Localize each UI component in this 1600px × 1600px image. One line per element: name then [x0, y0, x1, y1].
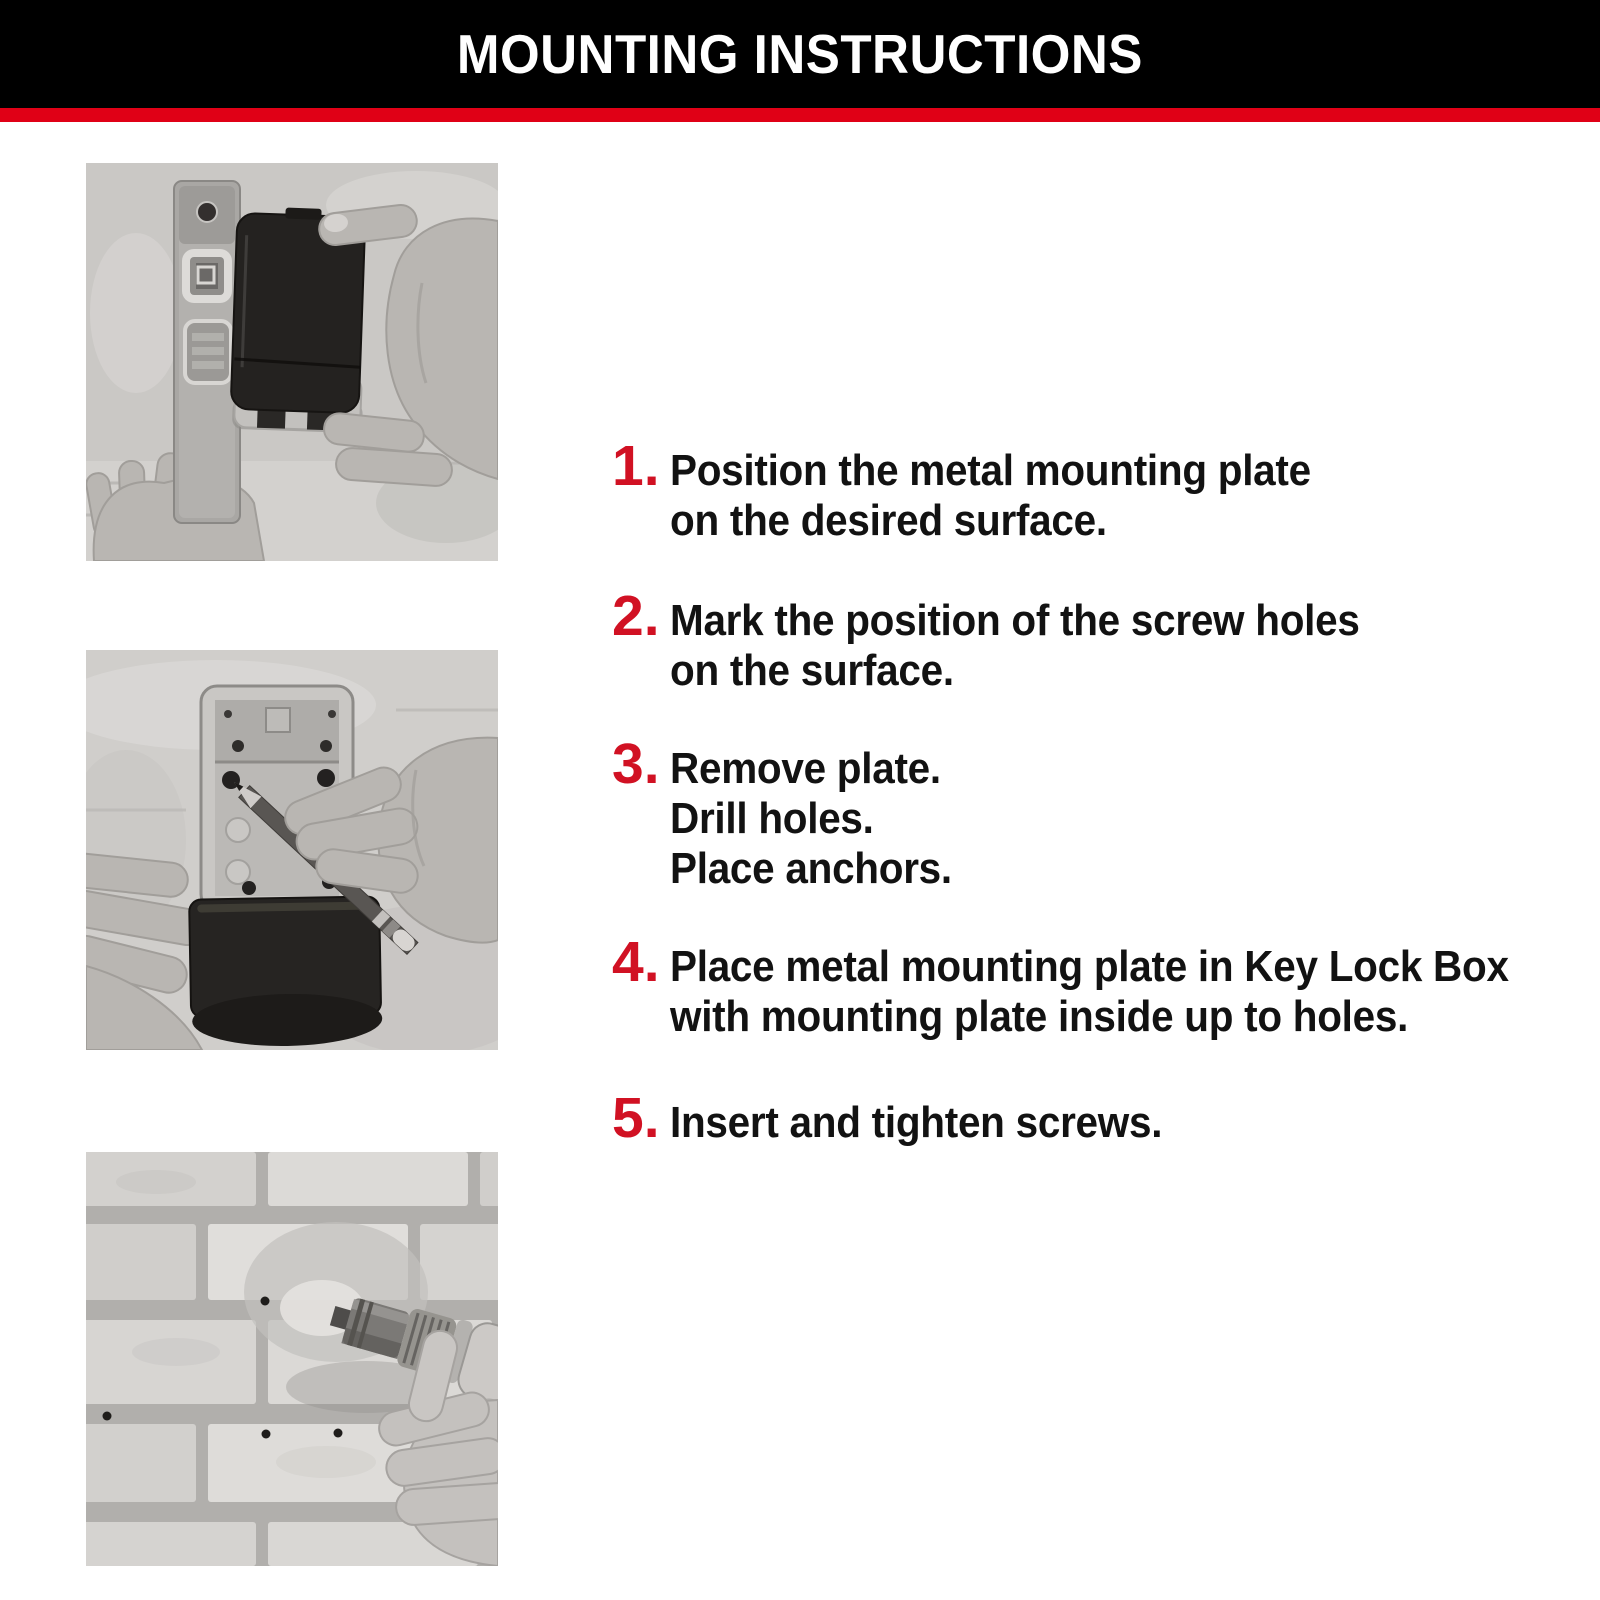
- step-line: Drill holes.: [670, 794, 874, 843]
- step-5-number: 5.: [612, 1086, 660, 1150]
- step-4: [612, 930, 1582, 1042]
- step-line: Position the metal mounting plate: [670, 446, 1311, 495]
- step-2: [612, 584, 1420, 696]
- step-line: with mounting plate inside up to holes.: [670, 992, 1409, 1041]
- photo-step-1: [86, 163, 498, 561]
- step-1-number: 1.: [612, 434, 660, 498]
- step-5-text: [670, 1098, 1162, 1148]
- step-line: Insert and tighten screws.: [670, 1098, 1163, 1147]
- step-line: Place metal mounting plate in Key Lock Box: [670, 942, 1509, 991]
- plate-top-hole: [197, 202, 217, 222]
- step-line: Mark the position of the screw holes: [670, 596, 1360, 645]
- photo-step-1-illustration: [86, 163, 498, 561]
- step-3-text: [670, 744, 952, 894]
- photo-step-2: [86, 650, 498, 1050]
- step-line: on the surface.: [670, 646, 954, 695]
- step-2-number: 2.: [612, 584, 660, 648]
- step-4-text: [670, 942, 1509, 1042]
- step-3-number: 3.: [612, 732, 660, 796]
- mounting-plate-illustration: [174, 181, 240, 523]
- photo-step-3: [86, 1152, 498, 1566]
- photo-step-3-illustration: [86, 1152, 498, 1566]
- step-4-number: 4.: [612, 930, 660, 994]
- step-1: [612, 434, 1367, 546]
- step-line: Remove plate.: [670, 744, 941, 793]
- instruction-steps: [612, 0, 1600, 1600]
- page-title: MOUNTING INSTRUCTIONS: [456, 23, 1144, 85]
- step-5: [612, 1086, 1205, 1150]
- step-2-text: [670, 596, 1360, 696]
- photo-step-2-illustration: [86, 650, 498, 1050]
- step-line: on the desired surface.: [670, 496, 1107, 545]
- step-3: [612, 732, 976, 894]
- box-cover-illustration: [189, 896, 383, 1047]
- step-line: Place anchors.: [670, 844, 952, 893]
- step-1-text: [670, 446, 1311, 546]
